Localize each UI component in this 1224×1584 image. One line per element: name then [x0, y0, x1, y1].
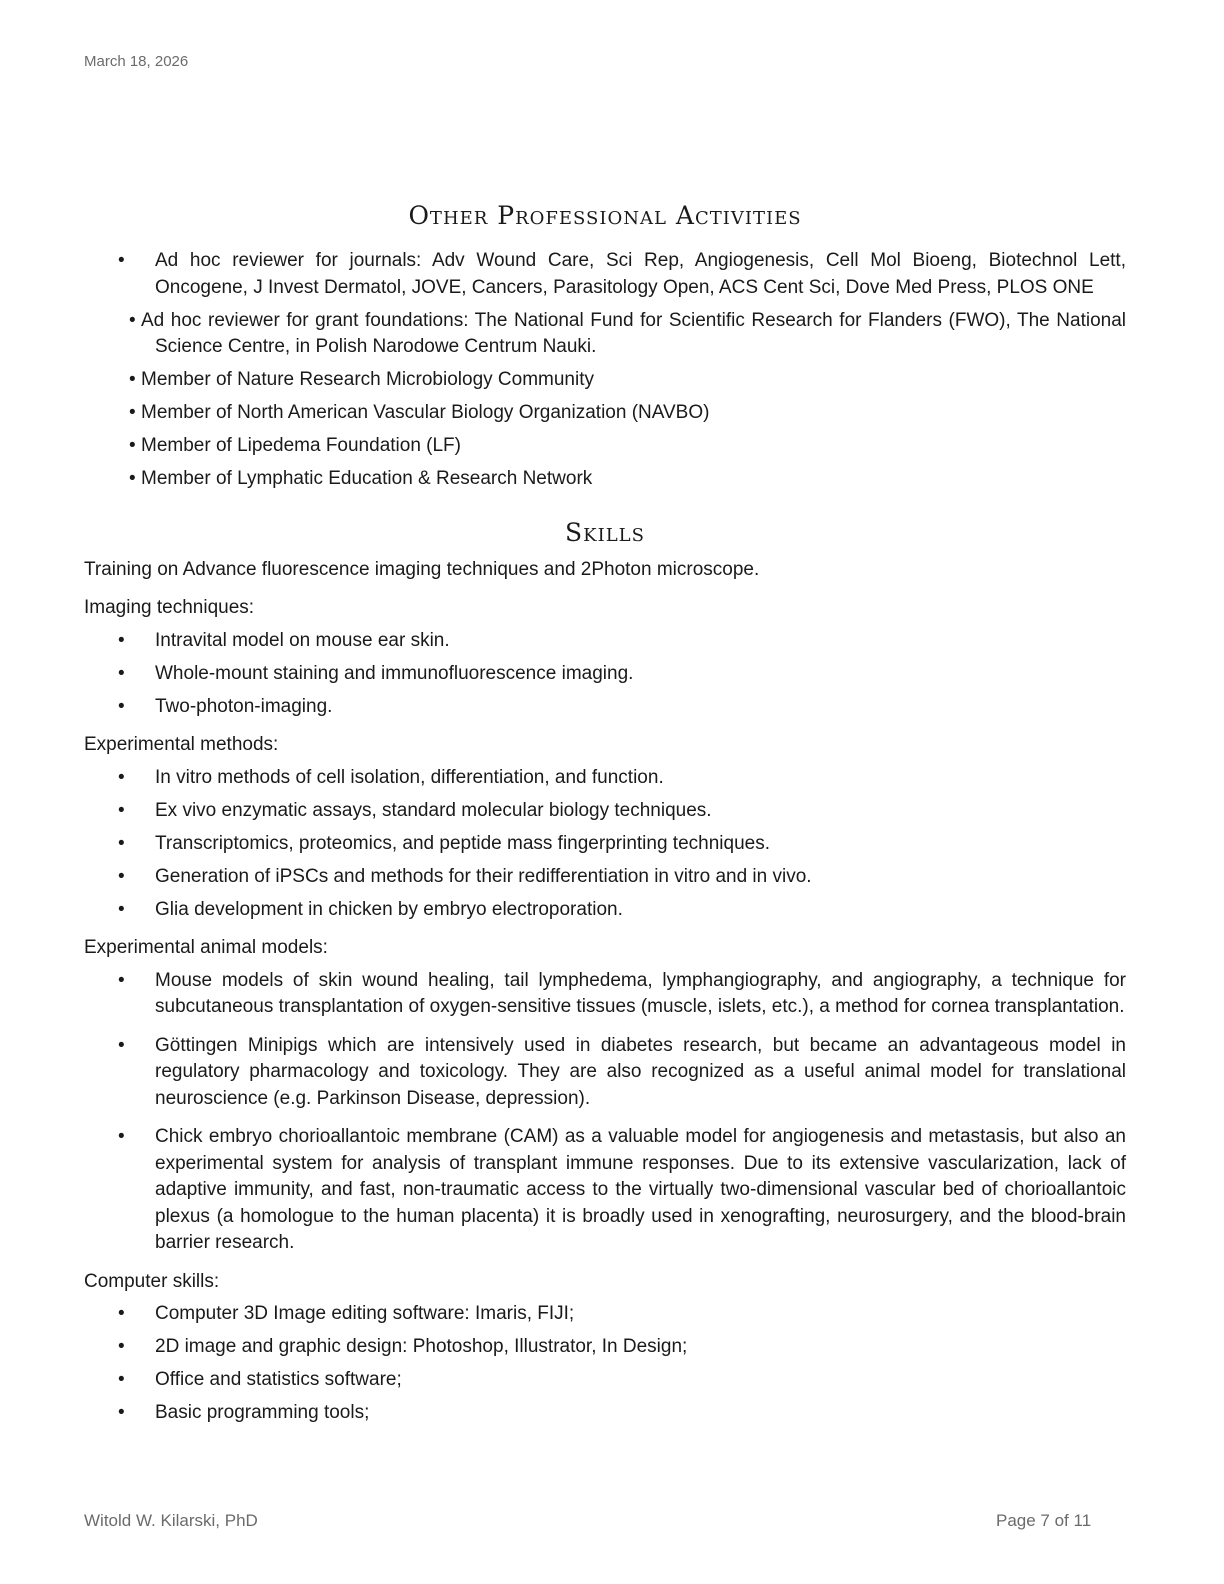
header-date: March 18, 2026 — [84, 53, 189, 70]
section-title-skills: Skills — [565, 517, 645, 547]
bullet-icon: • — [129, 369, 136, 390]
list-item: • Ad hoc reviewer for grant foundations: The National Fund for Scientific Research for Flanders (FWO), The National Science Centre, in Polish Narodowe Centrum Nauki. — [129, 309, 1126, 357]
list-item: • Generation of iPSCs and methods for their redifferentiation in vitro and in vivo. — [84, 864, 1126, 891]
list-item: • Member of North American Vascular Biology Organization (NAVBO) — [110, 400, 1126, 427]
footer-page-number: Page 7 of 11 — [996, 1511, 1092, 1530]
bullet-icon: • — [118, 865, 125, 887]
bullet-icon: • — [118, 799, 125, 821]
skills-intro: Training on Advance fluorescence imaging techniques and 2Photon microscope. — [84, 558, 760, 580]
bullet-icon: • — [118, 1034, 125, 1056]
page-content — [84, 198, 1126, 1433]
list-item: • In vitro methods of cell isolation, differentiation, and function. — [84, 765, 1126, 792]
list-item: • Member of Lymphatic Education & Research Network — [110, 466, 1126, 493]
bullet-icon: • — [118, 898, 125, 920]
bullet-icon: • — [118, 1126, 125, 1147]
bullet-icon: • — [129, 309, 136, 331]
methods-list — [84, 765, 1126, 924]
list-item: • Member of Lipedema Foundation (LF) — [110, 433, 1126, 460]
bullet-icon: • — [118, 662, 125, 684]
bullet-icon: • — [118, 1402, 125, 1423]
methods-label: Experimental methods: — [84, 734, 279, 755]
bullet-icon: • — [118, 969, 125, 991]
bullet-icon: • — [118, 1303, 125, 1324]
list-item: • Mouse models of skin wound healing, tail lymphedema, lymphangiography, and angiography, a technique for subcutaneous transplantation of oxygen-sensitive tissues (muscle, islets, etc.), a method for cornea transplantation. — [118, 969, 1126, 1017]
other-activities-list — [84, 248, 1126, 493]
bullet-icon: • — [118, 766, 125, 788]
bullet-icon: • — [118, 695, 125, 717]
bullet-icon: • — [129, 468, 136, 489]
list-item: • Ad hoc reviewer for journals: Adv Wound Care, Sci Rep, Angiogenesis, Cell Mol Bioeng, Biotechnol Lett, Oncogene, J Invest Dermatol, JOVE, Cancers, Parasitology Open, ACS Cent Sci, Dove Med Press, PLOS ONE — [118, 250, 1126, 298]
bullet-icon: • — [129, 435, 136, 456]
animal-list — [84, 968, 1126, 1257]
list-item: • Office and statistics software; — [84, 1367, 1126, 1394]
section-title-other-activities: Other Professional Activities — [408, 201, 802, 230]
bullet-icon: • — [118, 629, 125, 651]
bullet-icon: • — [118, 1369, 125, 1390]
imaging-label: Imaging techniques: — [84, 597, 255, 618]
computer-list — [84, 1301, 1126, 1427]
list-item: • Transcriptomics, proteomics, and peptide mass fingerprinting techniques. — [84, 831, 1126, 858]
list-item: • Intravital model on mouse ear skin. — [84, 628, 1126, 655]
animal-label: Experimental animal models: — [84, 937, 328, 958]
list-item: • Glia development in chicken by embryo electroporation. — [84, 897, 1126, 924]
list-item: • Whole-mount staining and immunofluorescence imaging. — [84, 661, 1126, 688]
bullet-icon: • — [129, 402, 136, 423]
imaging-list — [84, 628, 1126, 721]
computer-label: Computer skills: — [84, 1270, 220, 1292]
list-item: • Göttingen Minipigs which are intensively used in diabetes research, but became an advantageous model in regulatory pharmacology and toxicology. They are also recognized as a useful animal model for translational neuroscience (e.g. Parkinson Disease, depression). — [118, 1034, 1126, 1109]
bullet-icon: • — [118, 250, 125, 271]
footer-author: Witold W. Kilarski, PhD — [84, 1511, 258, 1530]
bullet-icon: • — [118, 1336, 125, 1357]
list-item: • Two-photon-imaging. — [84, 694, 1126, 721]
list-item: • Basic programming tools; — [84, 1400, 1126, 1427]
list-item: • Computer 3D Image editing software: Imaris, FIJI; — [84, 1301, 1126, 1328]
list-item: • Chick embryo chorioallantoic membrane (CAM) as a valuable model for angiogenesis and metastasis, but also an experimental system for analysis of transplant immune responses. Due to its extensive vascularization, lack of adaptive immunity, and fast, non-traumatic access to the virtually two-dimensional vascular bed of chorioallantoic plexus (a homologue to the human placenta) it is broadly used in xenografting, neurosurgery, and the blood-brain barrier research. — [118, 1126, 1126, 1253]
list-item: • Member of Nature Research Microbiology Community — [110, 367, 1126, 394]
bullet-icon: • — [118, 832, 125, 854]
list-item: • 2D image and graphic design: Photoshop, Illustrator, In Design; — [84, 1334, 1126, 1361]
list-item: • Ex vivo enzymatic assays, standard molecular biology techniques. — [84, 798, 1126, 825]
